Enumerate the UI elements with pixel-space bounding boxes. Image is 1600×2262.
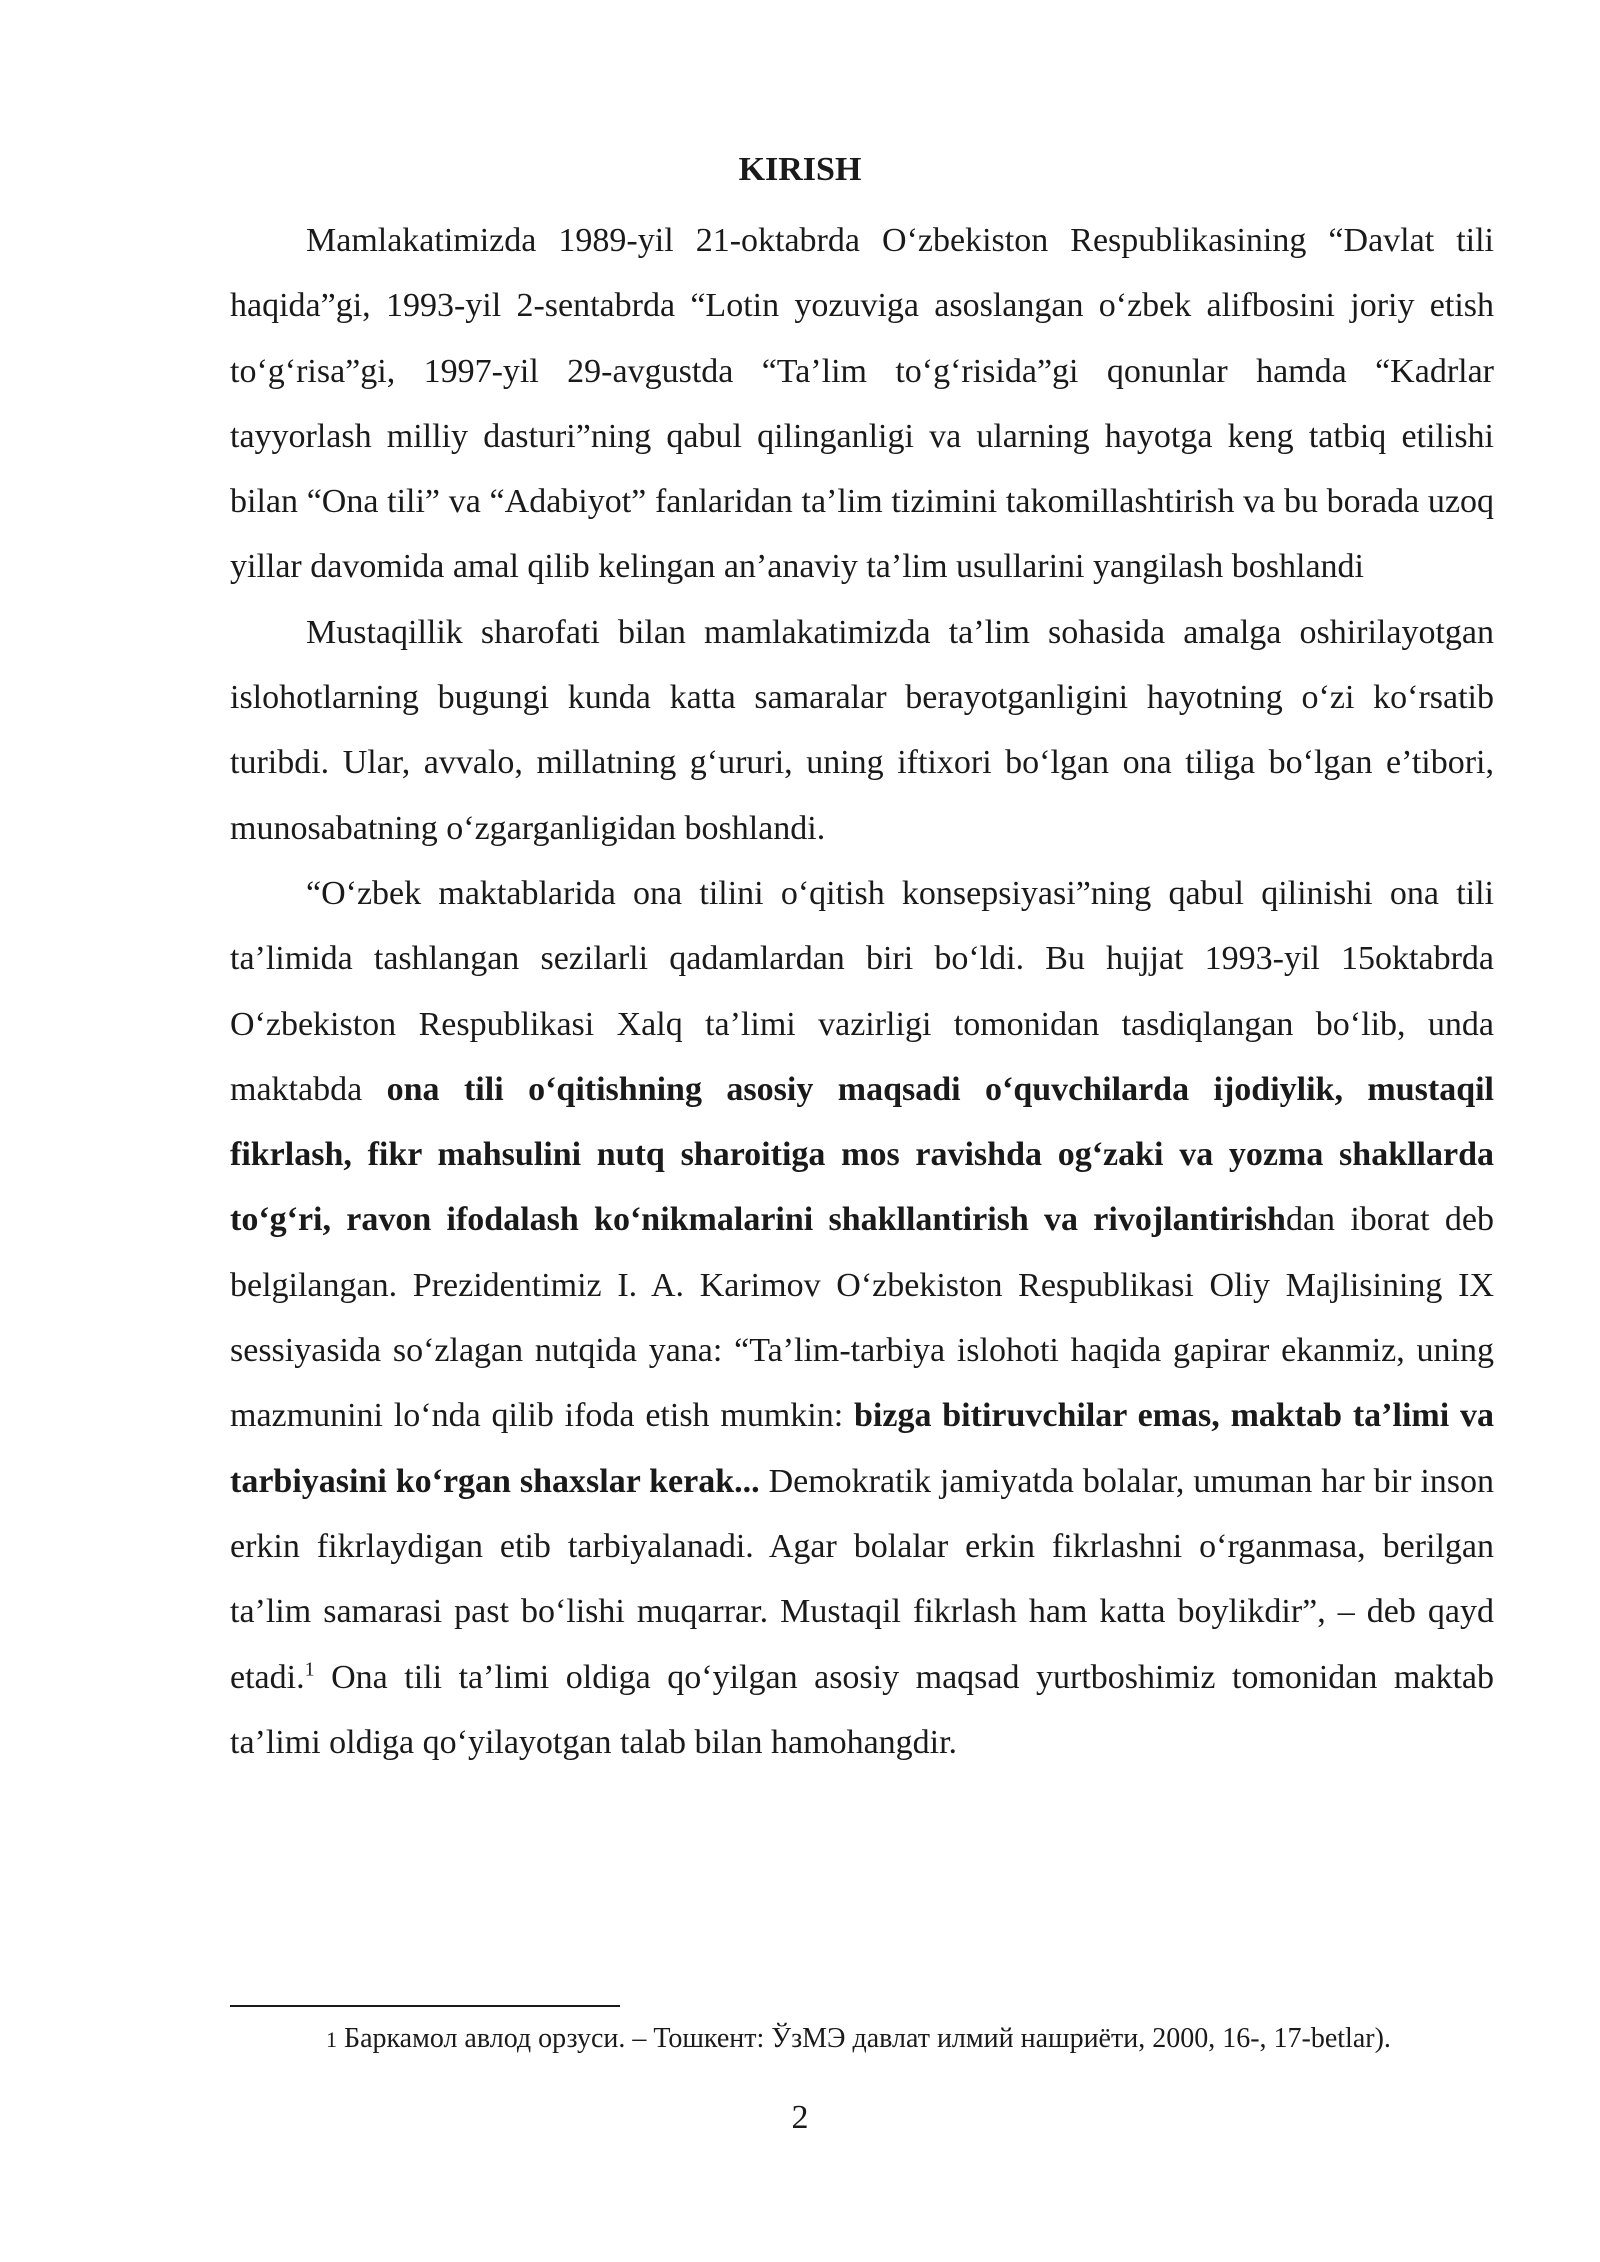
paragraph-2: Mustaqillik sharofati bilan mamlakatimizda ta’lim sohasida amalga oshirilayotgan islohotlarning bugungi kunda katta samaralar berayotganligini hayotning o‘zi ko‘rsatib turibdi. Ular, avvalo, millatning g‘ururi, uning iftixori bo‘lgan ona tiliga bo‘lgan e’tibori, munosabatning o‘zgarganligidan boshlandi. bbox=[230, 613, 1494, 847]
page-number: 2 bbox=[791, 2099, 809, 2136]
paragraph-3-bold-2: bizga bitiruvchilar emas, maktab ta’limi va tarbiyasini ko‘rgan shaxslar kerak... bbox=[230, 1397, 1494, 1500]
section-heading: KIRISH bbox=[738, 151, 862, 188]
paragraph-3-text-2: dan iborat deb belgilangan. Prezidentimiz I. A. Karimov O‘zbekiston Respublikasi Oliy Majlisining IX sessiyasida so‘zlagan nutqida yana: “Ta’lim-tarbiya islohoti haqida gapirar ekanmiz, uning mazmunini lo‘nda qilib ifoda etish mumkin: bbox=[230, 1201, 1494, 1435]
paragraph-3-text-3: Demokratik jamiyatda bolalar, umuman har bir inson erkin fikrlaydigan etib tarbiyalanadi. Agar bolalar erkin fikrlashni o‘rganmasa, berilgan ta’lim samarasi past bo‘lishi muqarrar. Mustaqil fikrlash ham katta boylikdir”, – deb qayd etadi. bbox=[230, 1462, 1495, 1696]
paragraph-3-bold-1: ona tili o‘qitishning asosiy maqsadi o‘quvchilarda ijodiylik, mustaqil fikrlash, fikr mahsulini nutq sharoitiga mos ravishda og‘zaki va yozma shakllarda to‘g‘ri, ravon ifodalash ko‘nikmalarini shakllantirish va rivojlantirish bbox=[230, 1070, 1494, 1239]
paragraph-3 bbox=[230, 861, 1494, 1775]
footnote-text: Баркамол авлод орзуси. – Тошкент: ЎзМЭ давлат илмий нашриёти, 2000, 16-, 17-betlar). bbox=[337, 2023, 1391, 2054]
footnote bbox=[230, 2018, 1494, 2061]
paragraph-3-text-1: “O‘zbek maktablarida ona tilini o‘qitish konsepsiyasi”ning qabul qilinishi ona tili ta’limida tashlangan sezilarli qadamlardan biri bo‘ldi. Bu hujjat 1993-yil 15oktabrda O‘zbekiston Respublikasi Xalq ta’limi vazirligi tomonidan tasdiqlangan bo‘lib, unda maktabda bbox=[230, 874, 1494, 1108]
paragraph-3-text-4: Ona tili ta’limi oldiga qo‘yilgan asosiy maqsad yurtboshimiz tomonidan maktab ta’limi oldiga qo‘yilayotgan talab bilan hamohangdir. bbox=[230, 1658, 1494, 1761]
footnote-reference[interactable]: 1 bbox=[304, 1658, 315, 1681]
footnote-separator bbox=[230, 2005, 620, 2007]
footnote-body bbox=[230, 2018, 1494, 2061]
body-text bbox=[230, 208, 1494, 1775]
footnote-number: 1 bbox=[326, 2027, 337, 2052]
paragraph-1: Mamlakatimizda 1989-yil 21-oktabrda O‘zbekiston Respublikasining “Davlat tili haqida”gi, 1993-yil 2-sentabrda “Lotin yozuviga asoslangan o‘zbek alifbosini joriy etish to‘g‘risa”gi, 1997-yil 29-avgustda “Ta’lim to‘g‘risida”gi qonunlar hamda “Kadrlar tayyorlash milliy dasturi”ning qabul qilinganligi va ularning hayotga keng tatbiq etilishi bilan “Ona tili” va “Adabiyot” fanlaridan ta’lim tizimini takomillashtirish va bu borada uzoq yillar davomida amal qilib kelingan an’anaviy ta’lim usullarini yangilash boshlandi bbox=[230, 222, 1494, 586]
